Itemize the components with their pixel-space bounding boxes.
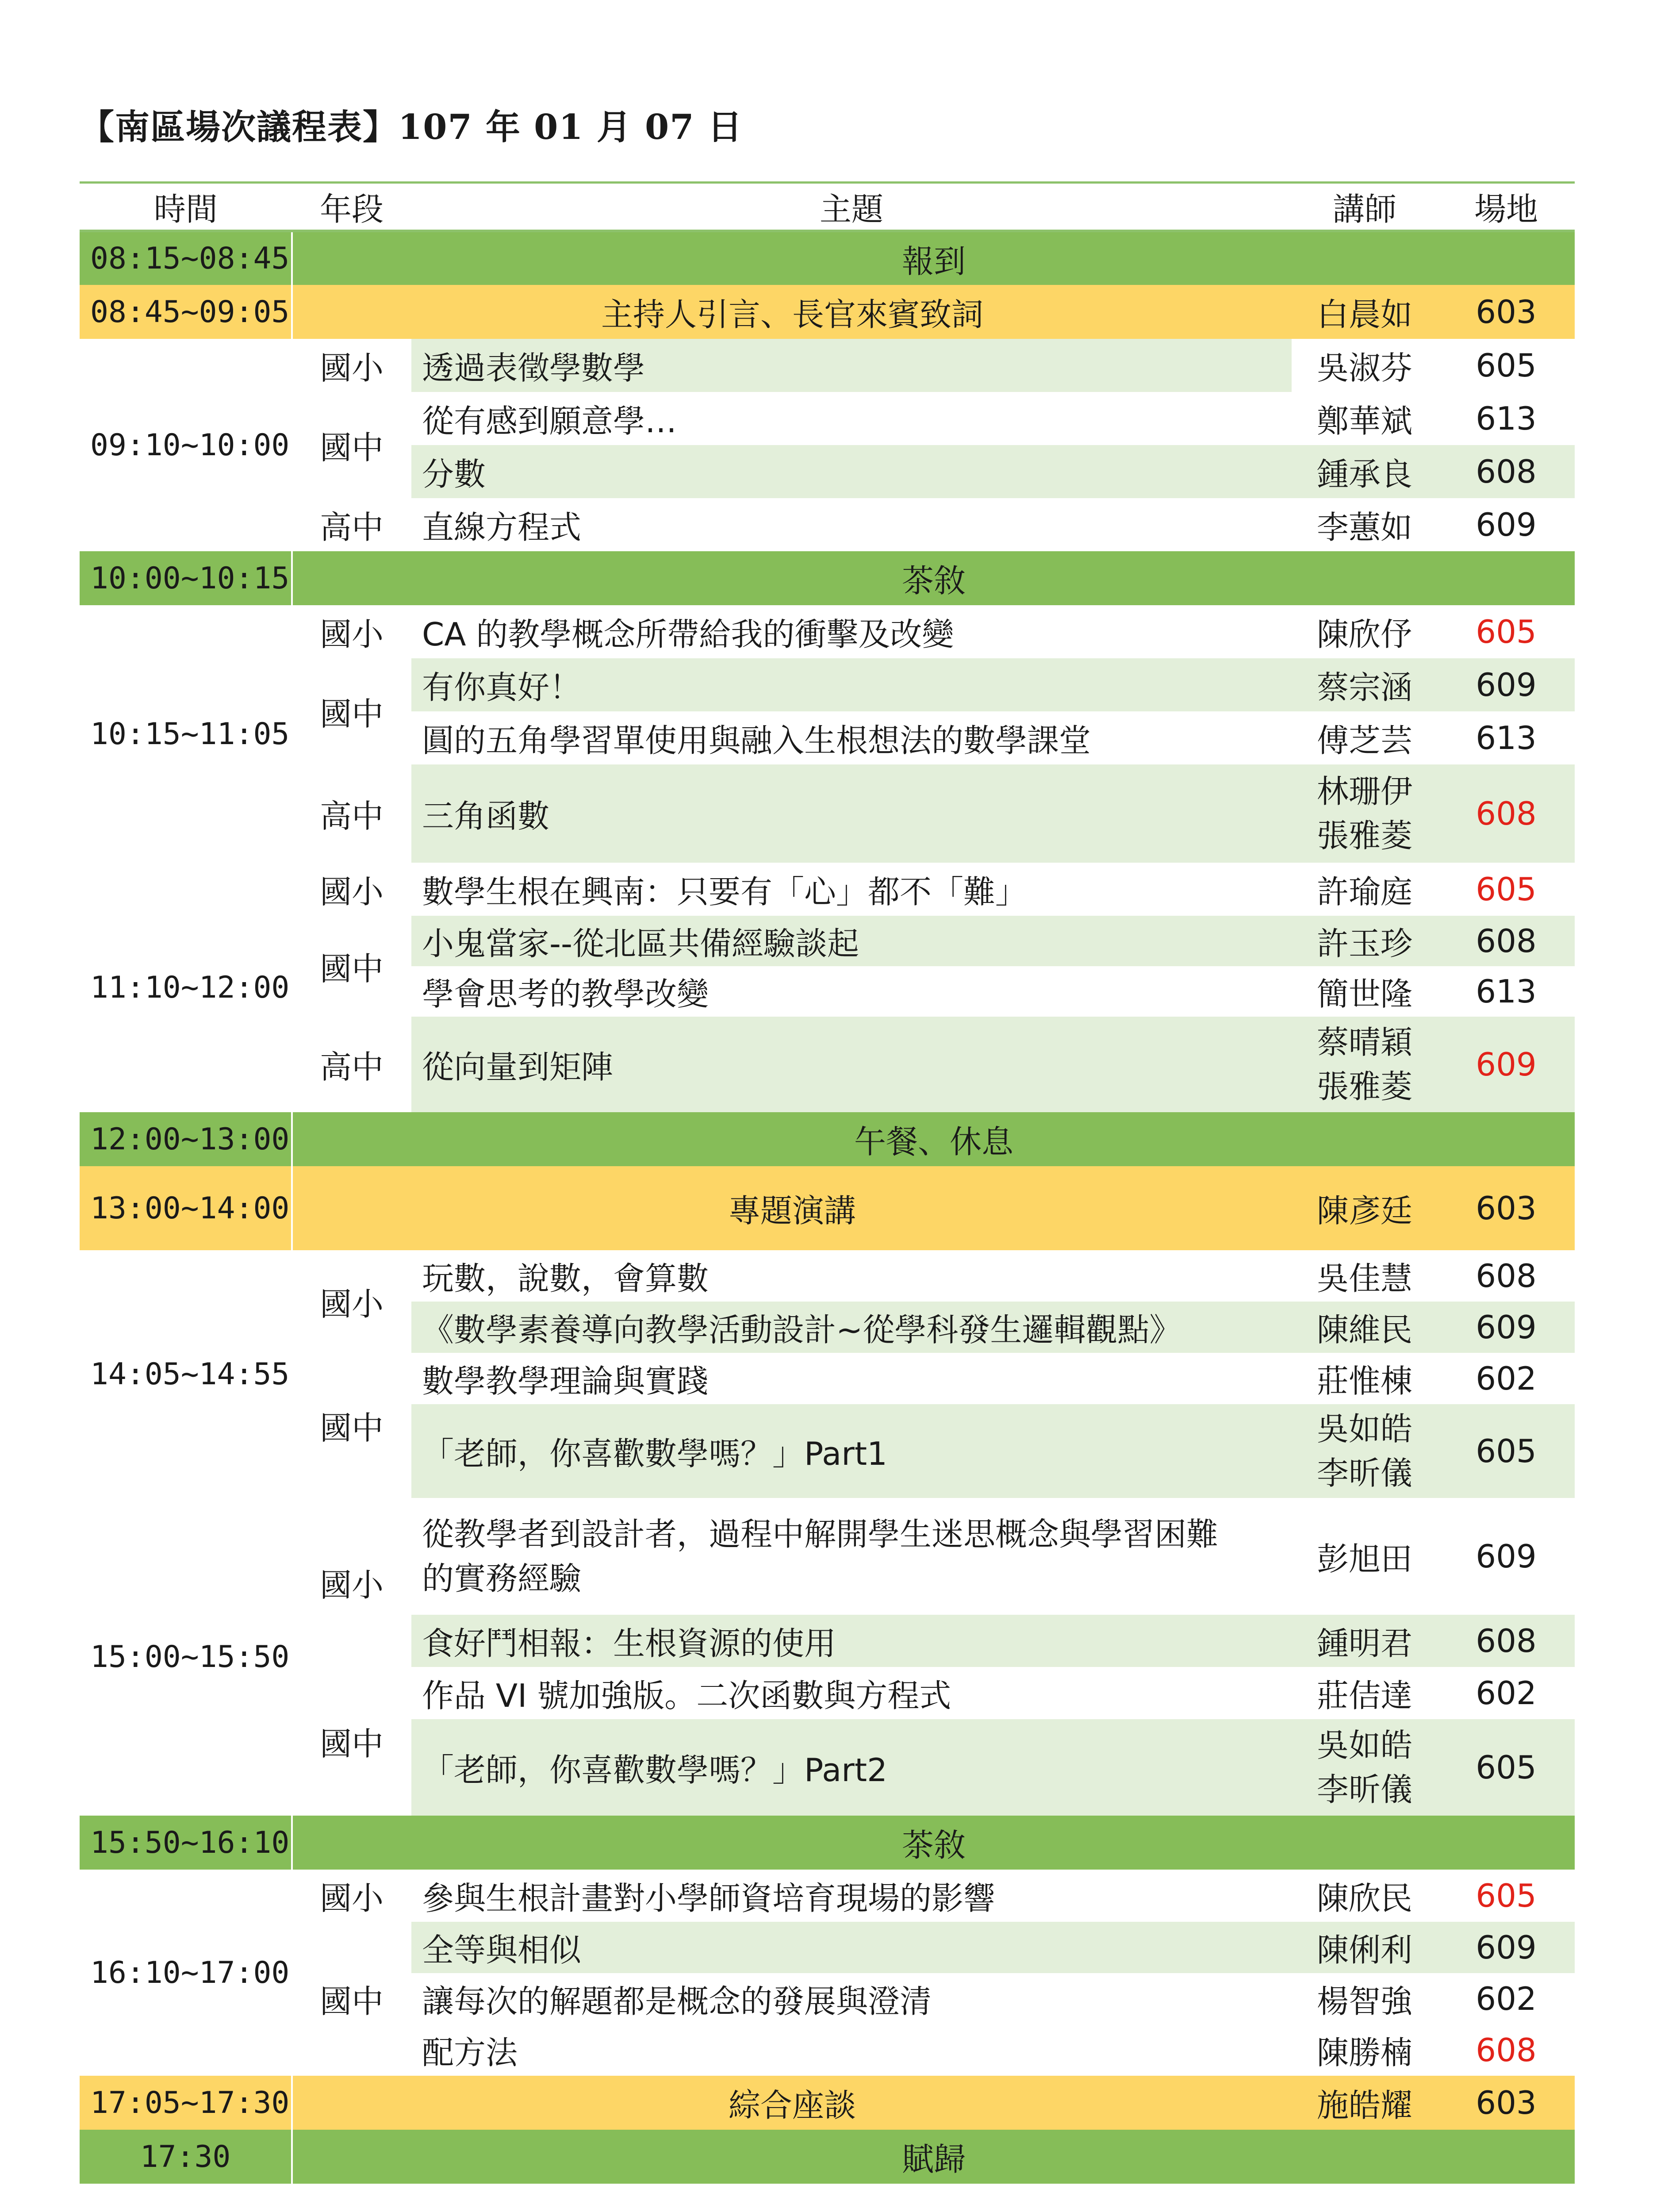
time-cell: 12:00~13:00 [80,1112,292,1166]
level-cell: 國小 [292,1498,411,1667]
time-cell: 11:10~12:00 [80,863,292,1112]
room-cell: 609 [1438,1498,1575,1615]
table-row [80,1353,1575,1404]
speaker-name: 吳如皓 [1316,1410,1412,1448]
topic-cell: 數學生根在興南：只要有「心」都不「難」 [411,863,1292,916]
topic-cell: 午餐、休息 [292,1112,1575,1166]
room-cell: 602 [1438,1667,1575,1719]
table-row [80,1667,1575,1719]
speaker-name: 李昕儀 [1316,1455,1412,1492]
topic-cell: 茶敘 [292,1816,1575,1870]
room-cell: 609 [1438,658,1575,711]
speaker-cell: 許瑜庭 [1292,863,1438,916]
speaker-cell: 陳俐利 [1292,1922,1438,1973]
table-row [80,285,1575,339]
topic-cell: CA 的教學概念所帶給我的衝擊及改變 [411,605,1292,658]
room-cell: 605 [1438,339,1575,392]
topic-cell: 賦歸 [292,2130,1575,2184]
topic-cell: 全等與相似 [411,1922,1292,1973]
topic-cell: 茶敘 [292,551,1575,605]
time-cell: 10:00~10:15 [80,551,292,605]
page-title: 【南區場次議程表】107 年 01 月 07 日 [80,107,743,147]
topic-cell: 有你真好！ [411,658,1292,711]
level-cell: 國小 [292,339,411,392]
topic-cell: 主持人引言、長官來賓致詞 [292,285,1292,339]
table-row [80,1870,1575,1922]
speaker-cell [1292,764,1438,863]
time-cell: 10:15~11:05 [80,605,292,863]
table-row [80,1250,1575,1302]
header-speaker: 講師 [1292,183,1438,231]
room-cell: 613 [1438,392,1575,445]
speaker-cell: 陳欣民 [1292,1870,1438,1922]
speaker-cell: 陳欣伃 [1292,605,1438,658]
table-row [80,1816,1575,1870]
speaker-cell: 莊佶達 [1292,1667,1438,1719]
table-row [80,1166,1575,1250]
time-cell: 15:50~16:10 [80,1816,292,1870]
table-row [80,658,1575,711]
level-cell: 國小 [292,863,411,916]
time-cell: 15:00~15:50 [80,1498,292,1816]
room-cell: 613 [1438,711,1575,764]
topic-cell: 圓的五角學習單使用與融入生根想法的數學課堂 [411,711,1292,764]
level-cell: 高中 [292,498,411,551]
speaker-cell: 李蕙如 [1292,498,1438,551]
topic-cell: 配方法 [411,2024,1292,2076]
topic-cell: 從有感到願意學… [411,392,1292,445]
topic-cell: 作品 VI 號加強版。二次函數與方程式 [411,1667,1292,1719]
table-row [80,1922,1575,1973]
speaker-cell [1292,1404,1438,1498]
room-cell: 609 [1438,498,1575,551]
table-row [80,498,1575,551]
topic-cell [411,1498,1292,1615]
room-cell: 608 [1438,2024,1575,2076]
time-cell: 09:10~10:00 [80,339,292,551]
header-room: 場地 [1438,183,1575,231]
topic-cell: 讓每次的解題都是概念的發展與澄清 [411,1973,1292,2024]
speaker-cell: 鄭華斌 [1292,392,1438,445]
topic-cell: 學會思考的教學改變 [411,966,1292,1017]
speaker-cell [1292,1017,1438,1112]
time-cell: 08:45~09:05 [80,285,292,339]
speaker-cell: 莊惟棟 [1292,1353,1438,1404]
speaker-cell: 白晨如 [1292,285,1438,339]
level-cell: 國小 [292,1870,411,1922]
topic-cell: 直線方程式 [411,498,1292,551]
speaker-name: 蔡晴穎 [1316,1024,1412,1061]
room-cell: 608 [1438,445,1575,498]
level-cell: 國小 [292,605,411,658]
header-topic: 主題 [411,183,1292,231]
topic-cell: 分數 [411,445,1292,498]
topic-cell: 數學教學理論與實踐 [411,1353,1292,1404]
room-cell: 608 [1438,1615,1575,1667]
room-cell: 609 [1438,1922,1575,1973]
time-cell: 13:00~14:00 [80,1166,292,1250]
topic-cell: 食好鬥相報：生根資源的使用 [411,1615,1292,1667]
level-cell: 國中 [292,392,411,498]
room-cell: 605 [1438,1719,1575,1816]
table-row [80,2130,1575,2184]
speaker-cell: 陳勝楠 [1292,2024,1438,2076]
room-cell: 605 [1438,863,1575,916]
speaker-cell: 陳彥廷 [1292,1166,1438,1250]
speaker-cell: 陳維民 [1292,1302,1438,1353]
table-row [80,1112,1575,1166]
speaker-cell: 施皓耀 [1292,2076,1438,2130]
table-row [80,1017,1575,1112]
table-row [80,551,1575,605]
speaker-cell: 吳佳慧 [1292,1250,1438,1302]
topic-cell: 綜合座談 [292,2076,1292,2130]
level-cell: 國小 [292,1250,411,1353]
speaker-cell: 彭旭田 [1292,1498,1438,1615]
topic-cell: 透過表徵學數學 [411,339,1292,392]
room-cell: 605 [1438,1870,1575,1922]
topic-cell: 報到 [292,231,1575,285]
room-cell: 605 [1438,1404,1575,1498]
table-row [80,1498,1575,1615]
speaker-name: 李昕儀 [1316,1771,1412,1808]
table-header-row [80,183,1575,231]
speaker-cell: 鍾明君 [1292,1615,1438,1667]
level-cell: 國中 [292,916,411,1017]
topic-cell: 玩數，說數，會算數 [411,1250,1292,1302]
time-cell: 17:30 [80,2130,292,2184]
speaker-name: 張雅菱 [1316,1068,1412,1105]
level-cell: 高中 [292,1017,411,1112]
speaker-cell: 許玉珍 [1292,916,1438,966]
table-row [80,2076,1575,2130]
topic-cell: 三角函數 [411,764,1292,863]
table-row [80,863,1575,916]
table-row [80,339,1575,392]
topic-cell: 小鬼當家--從北區共備經驗談起 [411,916,1292,966]
speaker-cell [1292,1719,1438,1816]
room-cell: 603 [1438,285,1575,339]
speaker-cell: 傅芝芸 [1292,711,1438,764]
time-cell: 14:05~14:55 [80,1250,292,1498]
topic-line: 的實務經驗 [422,1560,582,1597]
time-cell: 08:15~08:45 [80,231,292,285]
topic-cell: 參與生根計畫對小學師資培育現場的影響 [411,1870,1292,1922]
speaker-cell: 鍾承良 [1292,445,1438,498]
agenda-table [80,181,1575,2184]
room-cell: 609 [1438,1017,1575,1112]
room-cell: 605 [1438,605,1575,658]
topic-line: 從教學者到設計者，過程中解開學生迷思概念與學習困難 [422,1516,1219,1553]
room-cell: 603 [1438,2076,1575,2130]
room-cell: 608 [1438,916,1575,966]
time-cell: 16:10~17:00 [80,1870,292,2076]
table-row [80,231,1575,285]
table-row [80,916,1575,966]
level-cell: 國中 [292,1667,411,1816]
header-level: 年段 [292,183,411,231]
topic-cell: 「老師，你喜歡數學嗎？」Part1 [411,1404,1292,1498]
level-cell: 高中 [292,764,411,863]
topic-cell: 「老師，你喜歡數學嗎？」Part2 [411,1719,1292,1816]
time-cell: 17:05~17:30 [80,2076,292,2130]
speaker-cell: 楊智強 [1292,1973,1438,2024]
speaker-name: 林珊伊 [1316,773,1412,810]
room-cell: 609 [1438,1302,1575,1353]
table-row [80,392,1575,445]
table-row [80,764,1575,863]
speaker-name: 張雅菱 [1316,817,1412,854]
room-cell: 603 [1438,1166,1575,1250]
topic-cell: 從向量到矩陣 [411,1017,1292,1112]
speaker-name: 吳如皓 [1316,1727,1412,1764]
room-cell: 613 [1438,966,1575,1017]
speaker-cell: 吳淑芬 [1292,339,1438,392]
room-cell: 608 [1438,764,1575,863]
room-cell: 602 [1438,1973,1575,2024]
room-cell: 608 [1438,1250,1575,1302]
level-cell: 國中 [292,1353,411,1498]
speaker-cell: 蔡宗涵 [1292,658,1438,711]
speaker-cell: 簡世隆 [1292,966,1438,1017]
topic-cell: 專題演講 [292,1166,1292,1250]
level-cell: 國中 [292,658,411,764]
header-time: 時間 [80,183,292,231]
topic-cell: 《數學素養導向教學活動設計~從學科發生邏輯觀點》 [411,1302,1292,1353]
level-cell: 國中 [292,1922,411,2076]
room-cell: 602 [1438,1353,1575,1404]
table-row [80,605,1575,658]
